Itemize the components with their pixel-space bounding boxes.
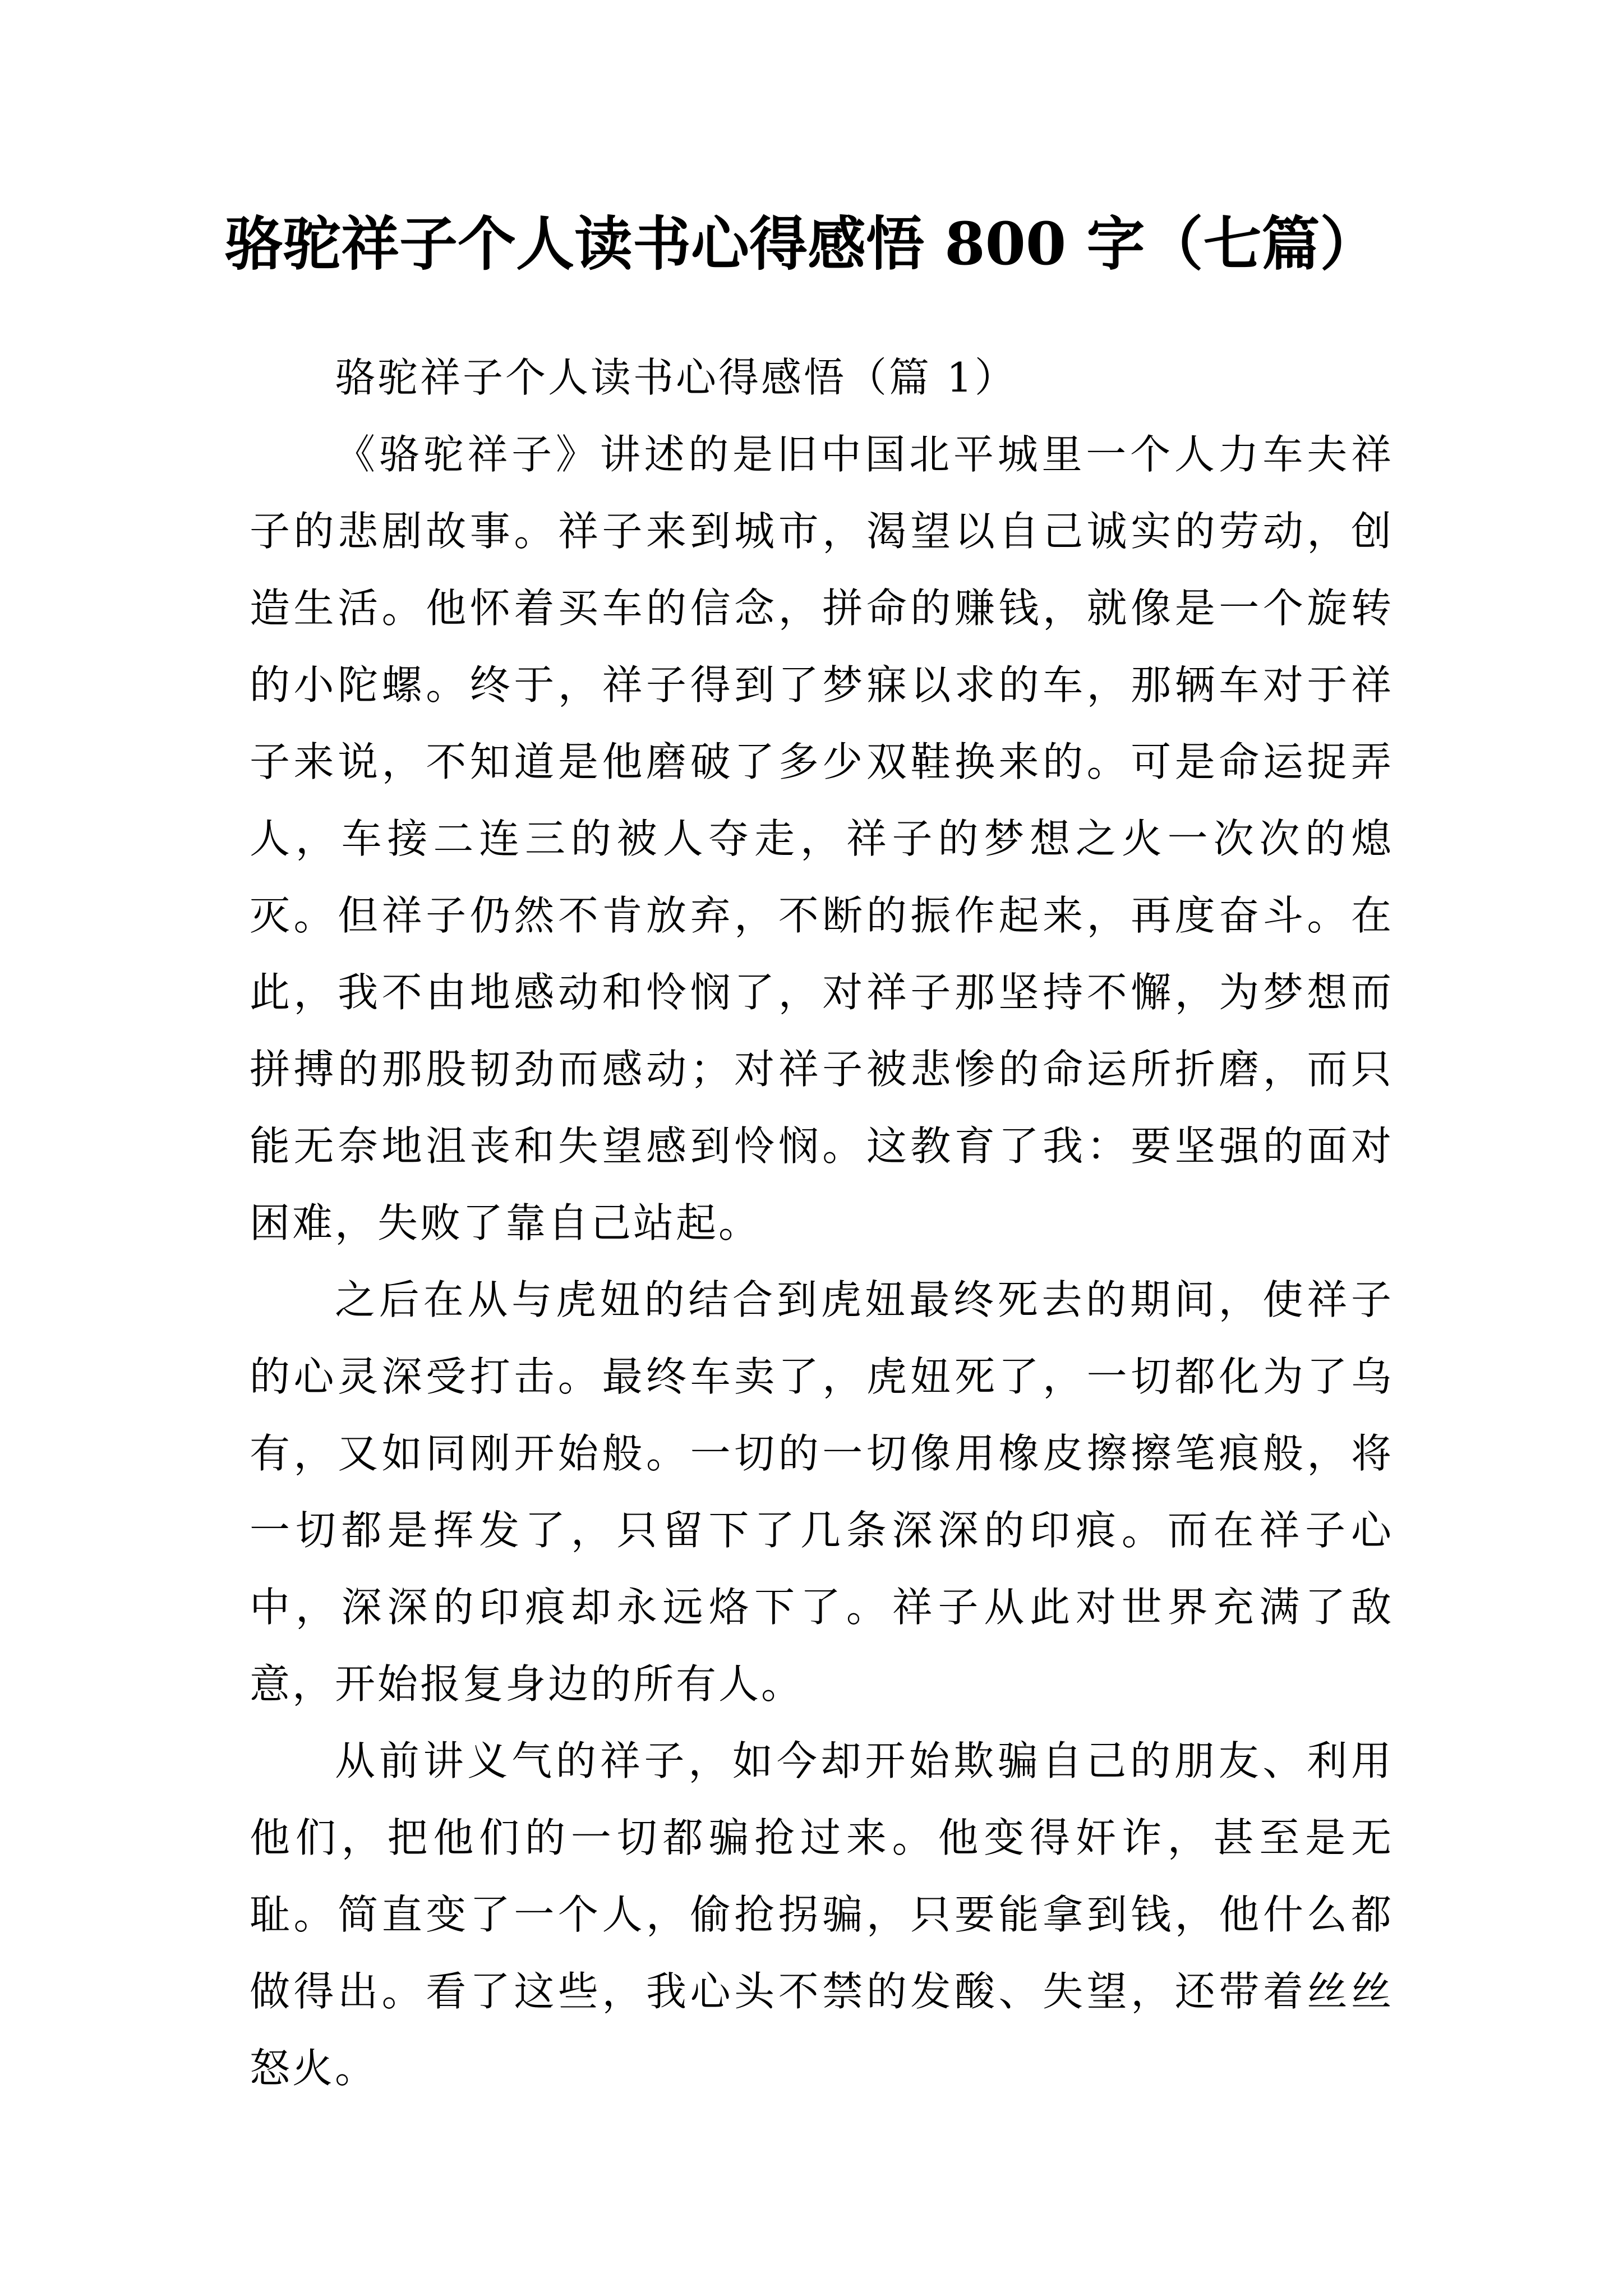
document-body — [250, 339, 1394, 2107]
paragraph: 之后在从与虎妞的结合到虎妞最终死去的期间，使祥子的心灵深受打击。最终车卖了，虎妞死了，一切都化为了乌有，又如同刚开始般。一切的一切像用橡皮擦擦笔痕般，将一切都是挥发了，只留下了几条深深的印痕。而在祥子心中，深深的印痕却永远烙下了。祥子从此对世界充满了敌意，开始报复身边的所有人。 — [250, 1276, 1394, 1708]
paragraph: 《骆驼祥子》讲述的是旧中国北平城里一个人力车夫祥子的悲剧故事。祥子来到城市，渴望以自己诚实的劳动，创造生活。他怀着买车的信念，拼命的赚钱，就像是一个旋转的小陀螺。终于，祥子得到了梦寐以求的车，那辆车对于祥子来说，不知道是他磨破了多少双鞋换来的。可是命运捉弄人，车接二连三的被人夺走，祥子的梦想之火一次次的熄灭。但祥子仍然不肯放弃，不断的振作起来，再度奋斗。在此，我不由地感动和怜悯了，对祥子那坚持不懈，为梦想而拼搏的那股韧劲而感动；对祥子被悲惨的命运所折磨，而只能无奈地沮丧和失望感到怜悯。这教育了我：要坚强的面对困难，失败了靠自己站起。 — [250, 431, 1394, 1246]
paragraph: 从前讲义气的祥子，如今却开始欺骗自己的朋友、利用他们，把他们的一切都骗抢过来。他变得奸诈，甚至是无耻。简直变了一个人，偷抢拐骗，只要能拿到钱，他什么都做得出。看了这些，我心头不禁的发酸、失望，还带着丝丝怒火。 — [250, 1737, 1394, 2092]
section-heading: 骆驼祥子个人读书心得感悟（篇 1） — [335, 354, 1017, 401]
document-title: 骆驼祥子个人读书心得感悟 800 字（七篇） — [224, 209, 1378, 278]
